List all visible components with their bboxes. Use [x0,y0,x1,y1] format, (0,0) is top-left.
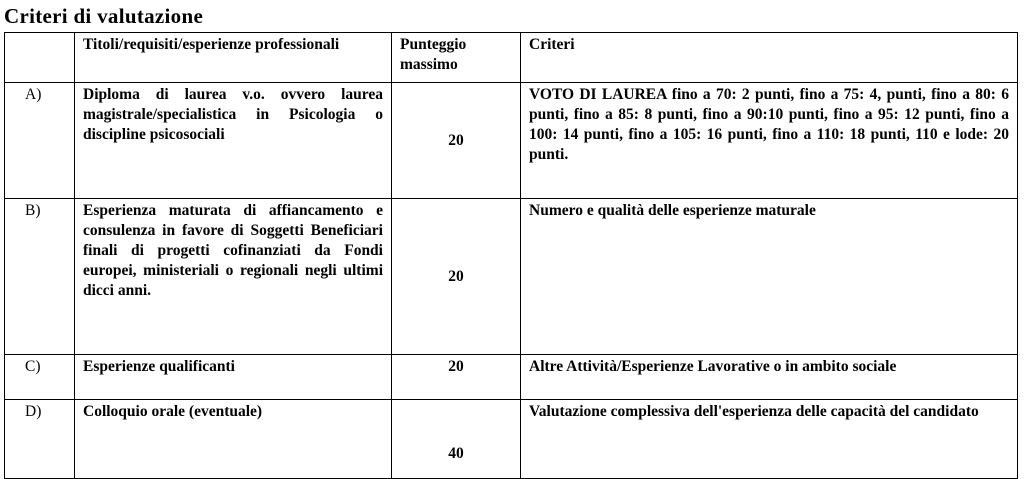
row-criteria: Numero e qualità delle esperienze maturale [521,199,1018,355]
page-title: Criteri di valutazione [4,4,204,28]
row-criteria: Altre Attività/Esperienze Lavorative o in ambito sociale [521,355,1018,400]
header-criteria: Criteri [521,33,1018,83]
row-title: Diploma di laurea v.o. ovvero laurea magistrale/specialistica in Psicologia o discipline psicosociali [75,83,392,199]
header-score: Punteggio massimo [392,33,521,83]
row-letter: B) [5,199,75,355]
table-row [5,400,1018,479]
table-row [5,83,1018,199]
table-header-row [5,33,1018,83]
row-letter: C) [5,355,75,400]
row-score: 20 [392,199,521,355]
row-letter: D) [5,400,75,479]
row-score: 20 [392,355,521,400]
table-row [5,199,1018,355]
evaluation-criteria-table [4,32,1018,479]
header-letter [5,33,75,83]
row-title: Esperienza maturata di affiancamento e consulenza in favore di Soggetti Beneficiari finali di progetti cofinanziati da Fondi europei, ministeriali o regionali negli ultimi dicci anni. [75,199,392,355]
header-title: Titoli/requisiti/esperienze professionali [75,33,392,83]
table-row [5,355,1018,400]
row-criteria: Valutazione complessiva dell'esperienza delle capacità del candidato [521,400,1018,479]
row-title: Esperienze qualificanti [75,355,392,400]
row-title: Colloquio orale (eventuale) [75,400,392,479]
row-score: 20 [392,83,521,199]
row-score: 40 [392,400,521,479]
row-letter: A) [5,83,75,199]
row-criteria: VOTO DI LAUREA fino a 70: 2 punti, fino a 75: 4, punti, fino a 80: 6 punti, fino a 85: 8 punti, fino a 90:10 punti, fino a 95: 12 punti, fino a 100: 14 punti, fino a 105: 16 punti, fino a 110: 18 punti, 110 e lode: 20 punti. [521,83,1018,199]
